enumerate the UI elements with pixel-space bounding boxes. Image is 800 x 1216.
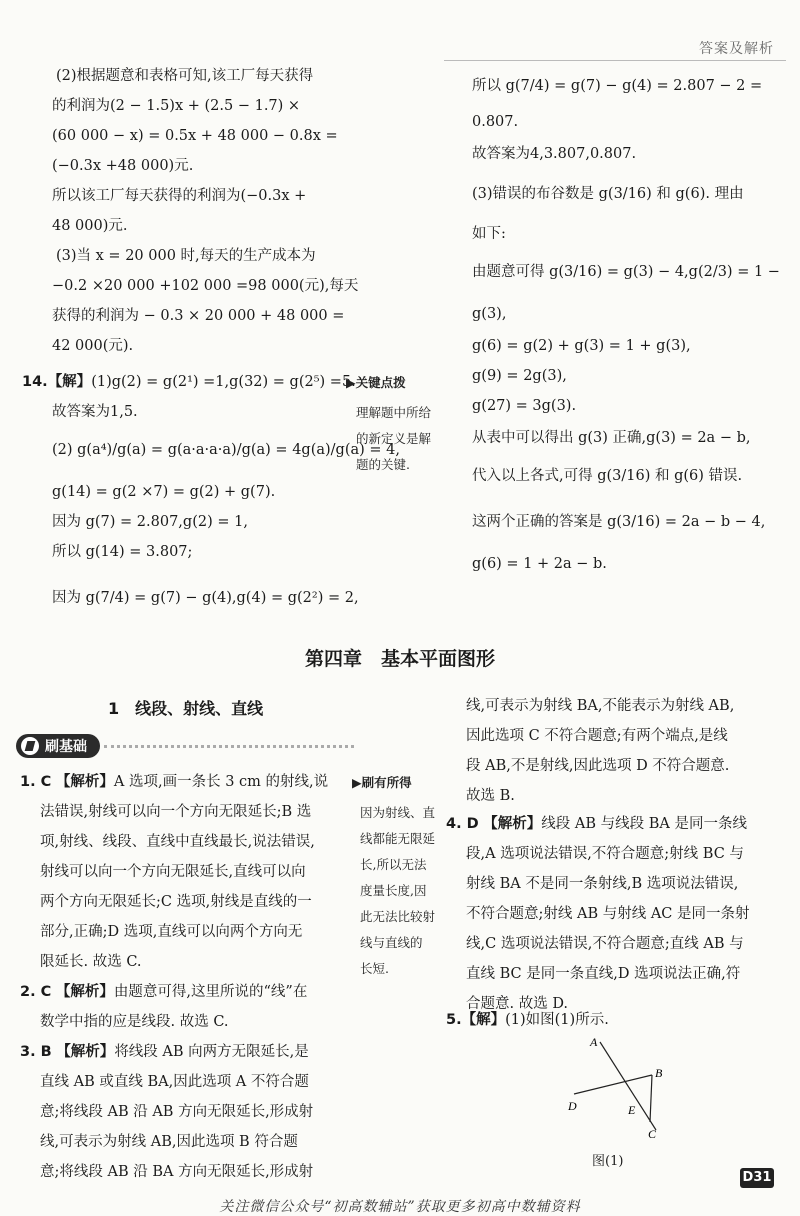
fraction-equation: 所以 g(7/4) = g(7) − g(4) = 2.807 − 2 = — [472, 78, 763, 94]
text-line: 0.807. — [472, 114, 519, 130]
note-line: 线与直线的 — [360, 935, 423, 950]
text-line: 数学中指的应是线段. 故选 C. — [40, 1014, 229, 1030]
text-line: 48 000)元. — [52, 218, 128, 234]
text-line: 线段 AB 与线段 BA 是同一条线 — [541, 816, 747, 832]
text-line: 段 AB,不是射线,因此选项 D 不符合题意. — [466, 758, 730, 774]
text-line: 意;将线段 AB 沿 AB 方向无限延长,形成射 — [40, 1104, 314, 1120]
text-line: 将线段 AB 向两方无限延长,是 — [114, 1044, 309, 1060]
answer-tag: 【解】 — [47, 373, 92, 390]
point-label-D: D — [568, 1099, 577, 1113]
answer-tag: 【解析】 — [55, 773, 114, 790]
note-line: 因为射线、直 — [360, 805, 436, 820]
text-line: 如下: — [472, 226, 506, 242]
text-line: 线,C 选项说法错误,不符合题意;直线 AB 与 — [466, 936, 744, 952]
text-line: 合题意. 故选 D. — [466, 996, 569, 1012]
text-line: 意;将线段 AB 沿 BA 方向无限延长,形成射 — [40, 1164, 314, 1180]
header-label: 答案及解析 — [699, 41, 774, 57]
note-line: 度量长度,因 — [360, 883, 427, 898]
question-number: 4. D — [446, 816, 479, 832]
text-line: 获得的利润为 − 0.3 × 20 000 + 48 000 = — [52, 308, 345, 324]
note-line: 长,所以无法 — [360, 857, 427, 872]
answer-tag: 【解析】 — [55, 983, 114, 1000]
figure-caption: 图(1) — [592, 1154, 624, 1169]
text-line: A 选项,画一条长 3 cm 的射线,说 — [113, 774, 329, 790]
text-line: 段,A 选项说法错误,不符合题意;射线 BC 与 — [466, 846, 744, 862]
text-line: 项,射线、线段、直线中直线最长,说法错误, — [40, 834, 315, 850]
badge-label: 刷基础 — [45, 739, 87, 755]
note-line: 线都能无限延 — [360, 831, 436, 846]
geometry-figure — [560, 1030, 670, 1145]
text-line: 线,可表示为射线 AB,因此选项 B 符合题 — [40, 1134, 298, 1150]
text-line: 由题意可得,这里所说的“线”在 — [113, 984, 308, 1000]
answer-tag: 【解】 — [461, 1011, 506, 1028]
text-line: 射线 BA 不是同一条射线,B 选项说法错误, — [466, 876, 739, 892]
question-number: 1. C — [20, 774, 52, 790]
fraction-equation: (2) g(a⁴)/g(a) = g(a·a·a·a)/g(a) = 4g(a)/g(a) = 4, — [52, 442, 400, 458]
fraction-equation: 由题意可得 g(3/16) = g(3) − 4,g(2/3) = 1 − — [472, 264, 780, 280]
fraction-equation: 代入以上各式,可得 g(3/16) 和 g(6) 错误. — [472, 468, 743, 484]
point-label-E: E — [628, 1103, 636, 1117]
fraction-equation: 因为 g(7/4) = g(7) − g(4),g(4) = g(2²) = 2, — [52, 590, 359, 606]
text-line: g(27) = 3g(3). — [472, 398, 577, 414]
point-label-A: A — [590, 1035, 598, 1049]
text-line: g(9) = 2g(3), — [472, 368, 567, 384]
text-line: 因此选项 C 不符合题意;有两个端点,是线 — [466, 728, 728, 744]
text-line: g(14) = g(2 ×7) = g(2) + g(7). — [52, 484, 276, 500]
header-rule — [444, 60, 786, 61]
segment-BC — [650, 1075, 652, 1122]
note-line: 此无法比较射 — [360, 909, 436, 924]
text-line: 部分,正确;D 选项,直线可以向两个方向无 — [40, 924, 303, 940]
text-line: 从表中可以得出 g(3) 正确,g(3) = 2a − b, — [472, 430, 751, 446]
footer-note: 关注微信公众号“初高数辅站”获取更多初高中数辅资料 — [219, 1199, 581, 1215]
text-line: 两个方向无限延长;C 选项,射线是直线的一 — [40, 894, 312, 910]
section-badge — [16, 734, 100, 758]
text-line: 故答案为4,3.807,0.807. — [472, 146, 637, 162]
text-line: 所以 g(14) = 3.807; — [52, 544, 193, 560]
text-line: 的利润为(2 − 1.5)x + (2.5 − 1.7) × — [52, 98, 301, 114]
text-line: 不符合题意;射线 AB 与射线 AC 是同一条射 — [466, 906, 750, 922]
point-label-B: B — [655, 1066, 663, 1080]
note-line: 的新定义是解 — [356, 431, 432, 446]
page-number: D31 — [740, 1168, 774, 1188]
text-line: 直线 AB 或直线 BA,因此选项 A 不符合题 — [40, 1074, 309, 1090]
question-number: 5. — [446, 1012, 462, 1028]
text-line: 直线 BC 是同一条直线,D 选项说法正确,符 — [466, 966, 741, 982]
text-line: 射线可以向一个方向无限延长,直线可以向 — [40, 864, 306, 880]
text-line: (1)如图(1)所示. — [505, 1012, 609, 1028]
text-line: 法错误,射线可以向一个方向无限延长;B 选 — [40, 804, 312, 820]
text-line: 故答案为1,5. — [52, 404, 138, 420]
note-title: ▶刷有所得 — [352, 775, 412, 790]
note-title: ▶关键点拨 — [346, 375, 406, 390]
text-line: (3)当 x = 20 000 时,每天的生产成本为 — [56, 248, 316, 264]
answer-tag: 【解析】 — [483, 815, 542, 832]
note-line: 长短. — [360, 961, 389, 976]
text-line: −0.2 ×20 000 +102 000 =98 000(元),每天 — [52, 278, 359, 294]
question-number: 14. — [22, 374, 48, 390]
note-line: 理解题中所给 — [356, 405, 432, 420]
ray-DB — [574, 1075, 652, 1094]
note-line: 题的关键. — [356, 457, 410, 472]
text-line: 42 000(元). — [52, 338, 134, 354]
text-line: g(6) = g(2) + g(3) = 1 + g(3), — [472, 338, 691, 354]
dotted-divider — [104, 745, 354, 748]
text-line: 限延长. 故选 C. — [40, 954, 142, 970]
fraction-equation: (3)错误的布谷数是 g(3/16) 和 g(6). 理由 — [472, 186, 744, 202]
text-line: (−0.3x +48 000)元. — [52, 158, 194, 174]
question-number: 2. C — [20, 984, 52, 1000]
text-line: 所以该工厂每天获得的利润为(−0.3x + — [52, 188, 307, 204]
text-line: 线,可表示为射线 BA,不能表示为射线 AB, — [466, 698, 735, 714]
brush-icon — [21, 737, 39, 755]
text-line: (1)g(2) = g(2¹) =1,g(32) = g(2⁵) =5. — [91, 374, 356, 390]
text-line: (60 000 − x) = 0.5x + 48 000 − 0.8x = — [52, 128, 338, 144]
question-number: 3. B — [20, 1044, 52, 1060]
answer-tag: 【解析】 — [56, 1043, 115, 1060]
text-line: g(6) = 1 + 2a − b. — [472, 556, 607, 572]
text-line: 故选 B. — [466, 788, 515, 804]
text-line: g(3), — [472, 306, 507, 322]
text-line: 因为 g(7) = 2.807,g(2) = 1, — [52, 514, 248, 530]
section-title: 1 线段、射线、直线 — [108, 699, 264, 718]
fraction-equation: 这两个正确的答案是 g(3/16) = 2a − b − 4, — [472, 514, 766, 530]
point-label-C: C — [648, 1127, 657, 1141]
text-line: (2)根据题意和表格可知,该工厂每天获得 — [56, 68, 314, 84]
chapter-title: 第四章 基本平面图形 — [304, 648, 495, 670]
